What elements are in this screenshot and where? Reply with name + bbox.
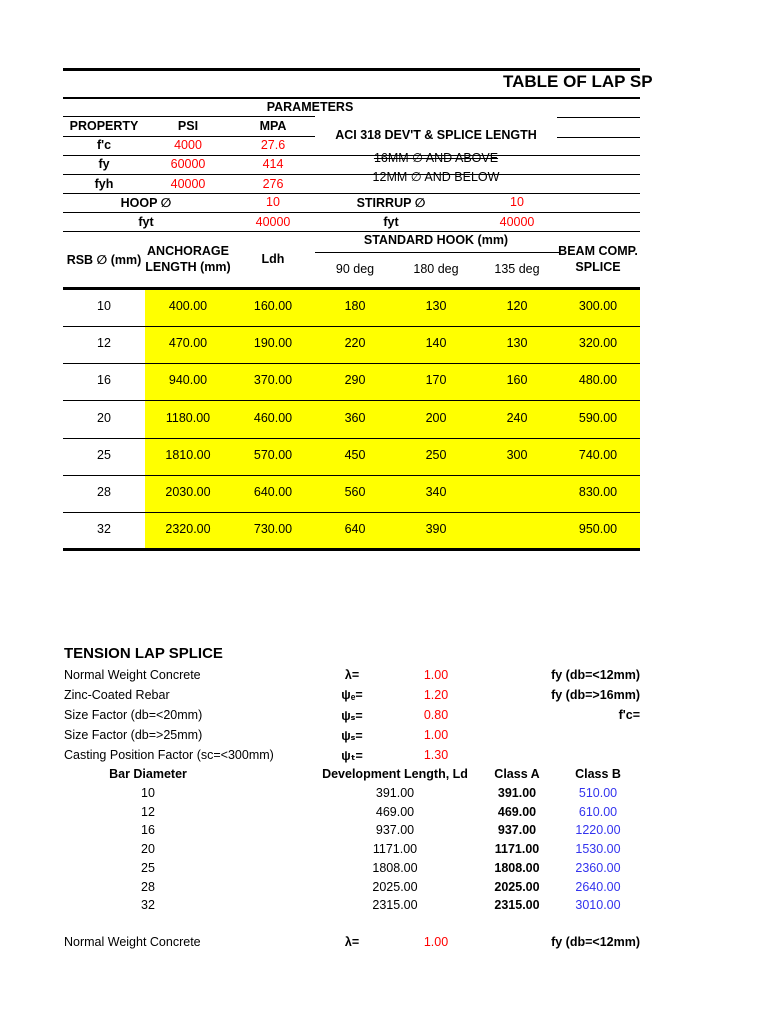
factor-label: Normal Weight Concrete: [64, 668, 201, 682]
tension-row-class-a: 2025.00: [494, 879, 540, 894]
factor-label: Size Factor (db=>25mm): [64, 728, 203, 743]
tension-row-class-a: 469.00: [497, 804, 537, 819]
aci-right-rule-2: [557, 137, 640, 138]
params-cols-rule: [63, 136, 315, 137]
footer-symbol: λ=: [344, 935, 360, 949]
lap-row-180deg: 130: [425, 299, 447, 313]
hdr-anchorage-1: ANCHORAGE: [147, 244, 229, 258]
prop-fy-mpa: 414: [262, 157, 284, 171]
aci-right-rule-1: [557, 117, 640, 118]
prop-fyh-label: fyh: [94, 177, 114, 191]
tension-row-ld: 469.00: [375, 804, 415, 819]
lap-data-highlight: [145, 290, 640, 549]
lap-row-ldh: 160.00: [253, 299, 293, 313]
lap-row-beam: 480.00: [578, 373, 618, 388]
factor-value: 1.00: [423, 728, 449, 743]
lap-row-rule: [63, 400, 640, 401]
prop-fy-psi: 60000: [170, 157, 206, 171]
hdr-90deg: 90 deg: [335, 262, 375, 276]
tension-row-class-b: 3010.00: [575, 898, 621, 913]
tension-col-bar: Bar Diameter: [109, 767, 187, 781]
lap-row-rsb: 20: [97, 410, 111, 425]
note-below: 12MM ∅ AND BELOW: [372, 170, 500, 184]
lap-row-rule: [63, 475, 640, 476]
lap-row-rsb: 16: [97, 373, 111, 388]
lap-row-180deg: 340: [425, 485, 447, 499]
tension-row-class-a: 2315.00: [494, 898, 540, 913]
hdr-beam-1: BEAM COMP.: [558, 244, 638, 258]
tension-row-class-b: 1220.00: [575, 823, 621, 838]
lap-row-anchorage: 2030.00: [165, 485, 211, 499]
tension-row-bar: 12: [141, 804, 155, 819]
factor-right: fy (db=>16mm): [551, 688, 640, 703]
tension-row-bar: 25: [141, 860, 155, 875]
note-above: 16MM ∅ AND ABOVE: [373, 151, 499, 165]
stirrup-value: 10: [510, 195, 524, 209]
lap-row-ldh: 570.00: [253, 447, 293, 462]
hdr-135deg: 135 deg: [494, 262, 540, 276]
factor-symbol: ψₛ=: [341, 729, 363, 744]
params-header-rule: [63, 116, 315, 117]
tension-row-bar: 28: [141, 879, 155, 894]
factor-value: 1.20: [423, 688, 449, 703]
lap-row-rsb: 32: [97, 522, 111, 537]
factor-right: f'c=: [618, 708, 640, 723]
hdr-beam-2: SPLICE: [575, 260, 621, 274]
tension-row-class-b: 2640.00: [575, 879, 621, 894]
lap-row-anchorage: 2320.00: [165, 522, 211, 537]
tension-row-ld: 1171.00: [372, 842, 418, 857]
params-top-rule: [63, 97, 640, 99]
aci-right-rule-3: [557, 155, 640, 156]
tension-row-ld: 2315.00: [372, 898, 418, 913]
tension-row-bar: 16: [141, 823, 155, 838]
lap-row-135deg: 130: [506, 336, 528, 351]
lap-row-beam: 830.00: [578, 485, 618, 499]
factor-value: 0.80: [423, 708, 449, 723]
tension-row-ld: 937.00: [375, 823, 415, 838]
sheet-title: TABLE OF LAP SP: [503, 72, 653, 91]
tension-row-class-b: 510.00: [578, 786, 618, 800]
lap-row-rule: [63, 438, 640, 439]
lap-row-rule: [63, 512, 640, 513]
tension-row-ld: 391.00: [375, 786, 415, 800]
lap-row-90deg: 180: [344, 299, 366, 313]
factor-symbol: ψₛ=: [341, 709, 363, 724]
prop-rule-3: [63, 193, 640, 194]
lap-row-90deg: 360: [344, 410, 366, 425]
prop-rule-1: [63, 155, 315, 156]
tension-title: TENSION LAP SPLICE: [64, 645, 223, 662]
lap-row-anchorage: 1180.00: [165, 410, 211, 425]
factor-label: Zinc-Coated Rebar: [64, 688, 170, 703]
tension-row-bar: 20: [141, 842, 155, 857]
title-top-rule: [63, 68, 640, 71]
prop-fyh-mpa: 276: [262, 177, 284, 191]
prop-fyh-psi: 40000: [170, 177, 206, 191]
lap-row-135deg: 120: [506, 299, 528, 313]
stirrup-label: STIRRUP ∅: [356, 196, 426, 210]
factor-symbol: λ=: [344, 668, 360, 682]
lap-row-90deg: 640: [344, 522, 366, 537]
hdr-ldh: Ldh: [261, 252, 285, 266]
tension-col-class-a: Class A: [494, 767, 540, 781]
lap-row-180deg: 390: [425, 522, 447, 537]
lap-row-ldh: 460.00: [253, 410, 293, 425]
tension-row-class-a: 937.00: [497, 823, 537, 838]
tension-row-class-b: 1530.00: [575, 842, 621, 857]
tension-row-bar: 32: [141, 898, 155, 913]
tension-col-class-b: Class B: [575, 767, 621, 781]
lap-row-135deg: 240: [506, 410, 528, 425]
prop-fy-label: fy: [98, 157, 110, 171]
lap-row-rsb: 28: [97, 485, 111, 499]
prop-fc-mpa: 27.6: [260, 138, 286, 152]
lap-row-rsb: 12: [97, 336, 111, 351]
prop-rule-2: [63, 174, 315, 175]
lap-row-rsb: 10: [97, 299, 111, 313]
parameters-header: PARAMETERS: [266, 100, 354, 114]
hdr-180deg: 180 deg: [413, 262, 459, 276]
lap-row-180deg: 140: [425, 336, 447, 351]
factor-value: 1.30: [423, 748, 449, 763]
lap-row-90deg: 560: [344, 485, 366, 499]
fyt-label-2: fyt: [383, 215, 399, 229]
factor-label: Casting Position Factor (sc=<300mm): [64, 748, 274, 763]
lap-row-90deg: 220: [344, 336, 366, 351]
lap-row-180deg: 170: [425, 373, 447, 388]
hoop-rule: [63, 212, 640, 213]
prop-fc-psi: 4000: [174, 138, 202, 152]
lap-row-anchorage: 1810.00: [165, 447, 211, 462]
lap-bottom-rule: [63, 548, 640, 551]
fyt-value-2: 40000: [499, 215, 535, 229]
footer-label: Normal Weight Concrete: [64, 935, 201, 949]
hdr-anchorage-2: LENGTH (mm): [145, 260, 231, 274]
tension-row-class-a: 391.00: [497, 786, 537, 800]
footer-right: fy (db=<12mm): [551, 935, 640, 949]
factor-label: Size Factor (db=<20mm): [64, 708, 203, 723]
lap-row-ldh: 730.00: [253, 522, 293, 537]
tension-row-bar: 10: [141, 786, 155, 800]
col-psi: PSI: [177, 119, 199, 133]
hdr-standard-hook: STANDARD HOOK (mm): [363, 233, 509, 247]
fyt-rule: [63, 231, 640, 232]
lap-row-anchorage: 940.00: [168, 373, 208, 388]
lap-row-ldh: 190.00: [253, 336, 293, 351]
lap-row-beam: 590.00: [578, 410, 618, 425]
lap-row-rule: [63, 363, 640, 364]
factor-symbol: ψₑ=: [341, 688, 363, 703]
factor-value: 1.00: [423, 668, 449, 682]
lap-row-rsb: 25: [97, 447, 111, 462]
footer-value: 1.00: [423, 935, 449, 949]
factor-symbol: ψₜ=: [341, 749, 363, 764]
tension-col-dev: Development Length, Ld: [322, 767, 468, 781]
aci-label: ACI 318 DEV'T & SPLICE LENGTH: [335, 128, 537, 142]
fyt-value-1: 40000: [255, 215, 291, 229]
lap-row-90deg: 450: [344, 447, 366, 462]
lap-row-anchorage: 400.00: [168, 299, 208, 313]
tension-row-class-a: 1171.00: [494, 842, 540, 857]
tension-row-class-b: 2360.00: [575, 860, 621, 875]
lap-row-anchorage: 470.00: [168, 336, 208, 351]
lap-row-beam: 300.00: [578, 299, 618, 313]
lap-row-beam: 740.00: [578, 447, 618, 462]
hoop-label: HOOP ∅: [120, 196, 172, 210]
hoop-value: 10: [266, 195, 280, 209]
lap-row-180deg: 250: [425, 447, 447, 462]
factor-right: fy (db=<12mm): [551, 668, 640, 682]
col-mpa: MPA: [259, 119, 287, 133]
tension-row-ld: 1808.00: [372, 860, 418, 875]
tension-row-class-a: 1808.00: [494, 860, 540, 875]
lap-row-135deg: 300: [506, 447, 528, 462]
col-property: PROPERTY: [69, 119, 139, 133]
lap-row-135deg: 160: [506, 373, 528, 388]
lap-row-beam: 320.00: [578, 336, 618, 351]
lap-row-90deg: 290: [344, 373, 366, 388]
tension-row-class-b: 610.00: [578, 804, 618, 819]
lap-row-rule: [63, 326, 640, 327]
fyt-label-1: fyt: [138, 215, 154, 229]
lap-row-ldh: 640.00: [253, 485, 293, 499]
tension-row-ld: 2025.00: [372, 879, 418, 894]
hook-underline: [315, 252, 560, 253]
lap-row-beam: 950.00: [578, 522, 618, 537]
lap-row-180deg: 200: [425, 410, 447, 425]
lap-row-ldh: 370.00: [253, 373, 293, 388]
prop-fc-label: f'c: [96, 138, 112, 152]
hdr-rsb: RSB ∅ (mm): [66, 253, 142, 267]
